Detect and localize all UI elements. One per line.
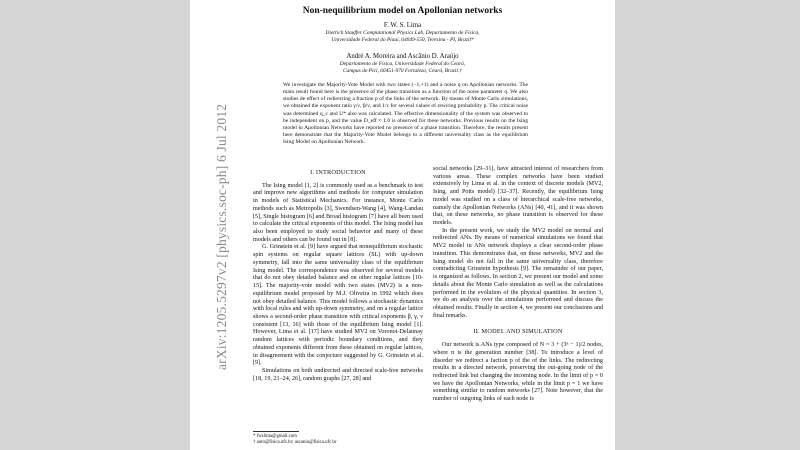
section-heading: II. MODEL AND SIMULATION (473, 328, 563, 336)
author-block-1 (190, 22, 615, 44)
affiliation-line: Campus do Pici, 60451-970 Fortaleza, Ceará, Brazil.† (343, 68, 462, 75)
section-heading: I. INTRODUCTION (310, 169, 366, 176)
affiliation-line: Departamento de Física, Universidade Federal do Ceará, (339, 61, 466, 68)
paragraph: The Ising model [1, 2] is commonly used as a benchmark to test and improve new algorithms and methods for computer simulation in models of Statistical Mechanics. For instance, Monte Carlo methods such as Metropolis [3], Swendsen-Wang [4], Wang-Landau [5], Single histogram [6] and Broad histogram [7] have all been used to calculate the critical exponents of this model. The Ising model has also been employed to study social behavior and many of these models and others can be found out in [8]. (253, 182, 423, 243)
footnotes (253, 434, 423, 446)
paragraph: Our network is ANs type composed of N = 3 + (3ⁿ − 1)/2 nodes, where n is the generation number [38]. To introduce a level of disorder we redirect a faction p of the of the links. The redirecting results in a directed network, preserving the out-going node of the redirected link but changing the incoming node. In the limit of p = 0 we have the Apollonian Networks, while in the limit p = 1 we have something similar to random networks [27]. Note however, that the number of outgoing links of each node is (433, 342, 603, 403)
affiliation-line: Universidade Federal do Piauí, 64049-550, Teresina - PI, Brazil* (331, 37, 474, 44)
footnote: † auto@fisica.ufc.br; ascanio@fisica.ufc.br (253, 439, 337, 445)
paper-title: Non-nequilibrium model on Apollonian networks (302, 6, 503, 16)
paper-page (190, 0, 615, 450)
paragraph: G. Grinstein et al. [9] have argued that nonequilibrium stochastic spin systems on regular square lattices (SL) with up-down symmetry, fall into the same universality class of the equilibrium Ising model. The correspondence was observed for several models that do not obey detailed balance and on other regular lattices [10-15]. The majority-vote model with two states (MV2) is a non-equilibrium model proposed by M.J. Oliveira in 1992 which does not obey detailed balance. This model follows a stochastic dynamics with local rules and with up-down symmetry, and on a regular lattice shows a second-order phase transition with critical exponents β, γ, ν consistent [13, 16] with those of the equilibrium Ising model [1]. However, Lima et al. [17] have studied MV2 on Voronoi-Delaunay random lattices with periodic boundary conditions, and they obtained exponents different from these obtained on regular lattices, in disagreement with the conjecture suggested by G. Grinstein et al. [9]. (253, 244, 423, 367)
abstract: We investigate the Majority-Vote Model with two states (−1,+1) and a noise q on Apollonian networks. The main result found here is the presence of the phase transition as a function of the noise parameter q. We also studies de effect of redirecting a fraction p of the links of the network. By means of Monte Carlo simulations, we obtained the exponent ratio γ/ν, β/ν, and 1/ν for several values of rewiring probability p. The critical noise was determined q_c and U* also was calculated. The effective dimensionality of the system was observed to be independent on p, and the value D_eff ≈ 1.0 is observed for these networks. Previous results on the Ising model in Apollonian Networks have reported no presence of a phase transition. Therefore, the results present here demonstrate that the Majority-Vote Model belongs to a different universality class as the equilibrium Ising Model on Apollonian Network. (283, 82, 528, 146)
author-name: André A. Moreira and Ascânio D. Araújo (346, 53, 459, 60)
author-name: F. W. S. Lima (383, 22, 422, 29)
affiliation-line: Dietrich Stauffer Computational Physics Lab, Departamento de Física, (325, 30, 480, 37)
footnote-rule (253, 431, 299, 432)
paragraph: Simulations on both undirected and directed scale-free networks [18, 19, 21–24, 26], random graphs [27, 28] and (253, 367, 423, 382)
arxiv-stamp-text: arXiv:1205.5297v2 [physics.soc-ph] 6 Jul 2012 (214, 103, 229, 370)
paragraph: social networks [29–31], have attracted interest of researchers from various areas. These complex networks have been studied extensively by Lima et al. in the context of discrete models (MV2, Ising, and Potts model) [32–37]. Recently, the equilibrium Ising model was studied on a class of hierarchical scale-free networks, namely the Apollonian Networks (ANs) [40, 41], and it was shown that, on these networks, no phase transition is observed for these models. (433, 166, 603, 227)
right-column (433, 166, 603, 404)
footnote: * fwslima@gmail.com (253, 434, 297, 439)
left-column (253, 166, 423, 383)
paragraph: In the present work, we study the MV2 model on normal and redirected ANs. By means of numerical simulations we found that MV2 model in ANs network displays a clear second-order phase transition. This demonstrates that, on these networks, MV2 and the Ising model do not fall in the same universality class, therefore contradicting Grinstein hypothesis [9]. The remainder of our paper, is organized as follows. In section 2, we present our model and some details about the Monte Carlo simulation as well as the calculations performed in the evolution of the physical quantities. In section 3, we do an analysis over the simulations performed and discuss the obtained results. Finally in section 4, we present our conclusions and final remarks. (433, 227, 603, 319)
author-block-2 (190, 53, 615, 75)
arxiv-stamp (199, 80, 239, 370)
